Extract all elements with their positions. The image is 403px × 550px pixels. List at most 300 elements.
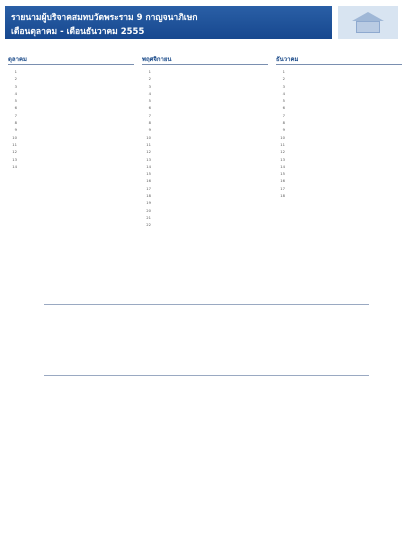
donation-amount [240,113,260,120]
donor-row [276,193,402,200]
currency-unit [394,171,402,178]
donor-row [276,135,402,142]
donation-amount [106,135,126,142]
donor-number: 11 [12,142,17,147]
donor-column-october [8,54,134,171]
donation-amount [240,178,260,185]
donor-name [288,113,374,120]
donation-amount [374,98,394,105]
donor-row [8,105,134,112]
donation-amount [374,186,394,193]
currency-unit [394,113,402,120]
donation-amount [240,149,260,156]
currency-unit [126,91,134,98]
currency-unit [126,113,134,120]
donor-number: 10 [12,135,17,140]
donor-number: 3 [282,84,285,89]
donation-amount [240,69,260,76]
donor-number: 6 [14,106,17,111]
donation-amount [106,113,126,120]
currency-unit [260,157,268,164]
bank-info-line [44,436,369,444]
donor-name [154,91,240,98]
donor-row [8,120,134,127]
bank-info-heading [44,294,369,305]
currency-unit [260,76,268,83]
donor-row [142,208,268,215]
donation-amount [106,164,126,171]
donor-name [288,135,374,142]
donor-number: 13 [12,157,17,162]
donor-number: 17 [146,186,151,191]
currency-unit [260,222,268,229]
donor-number: 17 [280,186,285,191]
donor-number: 5 [148,99,151,104]
donation-amount [240,84,260,91]
donor-row [142,222,268,229]
donor-number: 8 [148,121,151,126]
donor-row [8,157,134,164]
donor-name [154,193,240,200]
currency-unit [260,142,268,149]
donor-name [154,127,240,134]
donation-amount [374,127,394,134]
donation-amount [106,105,126,112]
donor-number: 21 [146,215,151,220]
donation-amount [240,186,260,193]
donation-amount [374,164,394,171]
donation-amount [240,193,260,200]
currency-unit [394,157,402,164]
donor-name [288,186,374,193]
currency-unit [394,84,402,91]
donor-row [8,142,134,149]
currency-unit [260,208,268,215]
currency-unit [126,84,134,91]
donation-amount [106,149,126,156]
donor-row [276,105,402,112]
currency-unit [260,164,268,171]
currency-unit [126,135,134,142]
donation-amount [106,157,126,164]
title-line-1: รายนามผู้บริจาคสมทบวัดพระราม 9 กาญจนาภิเษก [11,13,198,23]
donor-row [276,149,402,156]
donor-name [288,171,374,178]
donor-number: 6 [282,106,285,111]
column-heading: ตุลาคม [8,54,134,65]
donor-row [8,113,134,120]
donor-number: 10 [146,135,151,140]
donation-amount [106,91,126,98]
title-banner [5,6,332,39]
donor-name [154,186,240,193]
donation-amount [240,120,260,127]
donor-row [276,171,402,178]
donor-name [288,98,374,105]
donor-name [20,149,106,156]
donor-name [288,157,374,164]
bank-info-line [44,412,369,420]
donor-number: 8 [282,121,285,126]
donor-number: 9 [282,128,285,133]
donation-amount [106,69,126,76]
donor-name [154,178,240,185]
donor-number: 2 [14,77,17,82]
donation-amount [240,164,260,171]
donor-row [142,69,268,76]
donor-name [154,222,240,229]
donor-column-november [142,54,268,230]
currency-unit [394,91,402,98]
donor-number: 19 [146,201,151,206]
bank-info-line [44,310,369,318]
donor-name [20,84,106,91]
currency-unit [394,127,402,134]
currency-unit [394,120,402,127]
bank-info-line [44,334,369,342]
donor-number: 11 [146,142,151,147]
donor-name [288,91,374,98]
donor-row [276,120,402,127]
column-heading: พฤศจิกายน [142,54,268,65]
donation-amount [106,98,126,105]
donation-amount [374,120,394,127]
donor-number: 12 [12,150,17,155]
donor-number: 20 [146,208,151,213]
donation-amount [374,76,394,83]
donor-row [142,171,268,178]
donor-name [154,200,240,207]
donor-name [288,178,374,185]
donation-amount [240,222,260,229]
bank-info-line [44,444,369,452]
donor-row [276,91,402,98]
donor-row [142,91,268,98]
donor-number: 1 [282,70,285,74]
donor-row [142,105,268,112]
donor-number: 4 [14,91,17,96]
donor-name [154,215,240,222]
donor-number: 14 [146,164,151,169]
donation-amount [374,171,394,178]
donor-row [142,149,268,156]
donor-row [8,98,134,105]
donor-name [288,193,374,200]
donor-name [20,142,106,149]
donor-row [142,127,268,134]
donor-row [276,69,402,76]
donor-row [276,84,402,91]
donor-name [288,127,374,134]
donation-amount [374,157,394,164]
donor-row [142,157,268,164]
currency-unit [394,105,402,112]
donor-number: 12 [280,150,285,155]
currency-unit [126,127,134,134]
donor-name [288,69,374,76]
donor-number: 9 [148,128,151,133]
currency-unit [260,69,268,76]
currency-unit [126,149,134,156]
bank-info-line [44,389,369,397]
donor-name [288,149,374,156]
donor-number: 13 [146,157,151,162]
donation-amount [240,91,260,98]
donor-name [20,164,106,171]
bank-info-line [44,404,369,412]
currency-unit [394,98,402,105]
donor-number: 15 [280,172,285,177]
donation-amount [106,76,126,83]
donor-name [288,84,374,91]
donor-number: 5 [14,99,17,104]
currency-unit [126,164,134,171]
donor-row [8,135,134,142]
donation-amount [374,105,394,112]
donor-column-december [276,54,402,200]
donor-name [20,157,106,164]
currency-unit [260,215,268,222]
currency-unit [260,135,268,142]
donation-amount [374,84,394,91]
donor-row [276,113,402,120]
donor-number: 1 [148,70,151,74]
currency-unit [260,200,268,207]
donor-number: 13 [280,157,285,162]
bank-info-line [44,452,369,460]
donor-row [8,127,134,134]
donor-row [142,142,268,149]
donor-number: 12 [146,150,151,155]
donor-row [142,200,268,207]
donor-name [154,76,240,83]
donor-row [8,84,134,91]
donor-number: 3 [14,84,17,89]
currency-unit [126,157,134,164]
donor-name [20,105,106,112]
donor-number: 5 [282,99,285,104]
bank-info-block [44,294,369,460]
donation-amount [106,120,126,127]
bank-info-line [44,428,369,436]
currency-unit [126,76,134,83]
donation-amount [240,127,260,134]
donor-number: 9 [14,128,17,133]
donation-amount [240,142,260,149]
donor-name [288,105,374,112]
title-line-2: เดือนตุลาคม - เดือนธันวาคม 2555 [11,27,145,37]
donor-name [20,98,106,105]
currency-unit [260,178,268,185]
donation-amount [374,149,394,156]
donor-number: 4 [148,91,151,96]
donation-amount [240,200,260,207]
donor-number: 16 [280,179,285,184]
currency-unit [394,186,402,193]
donor-name [20,113,106,120]
donor-name [154,84,240,91]
donation-amount [106,127,126,134]
donor-row [142,193,268,200]
temple-body-shape [356,21,380,33]
donor-number: 7 [282,113,285,118]
donor-row [276,142,402,149]
donor-row [142,98,268,105]
donor-name [154,135,240,142]
donation-amount [240,208,260,215]
donation-amount [374,91,394,98]
donor-row [142,113,268,120]
currency-unit [394,193,402,200]
donor-row [142,178,268,185]
donation-amount [240,135,260,142]
donor-number: 8 [14,121,17,126]
currency-unit [126,98,134,105]
donation-amount [240,98,260,105]
currency-unit [126,105,134,112]
donor-name [20,76,106,83]
donor-row [8,91,134,98]
donation-amount [240,215,260,222]
currency-unit [260,120,268,127]
donor-number: 7 [14,113,17,118]
donor-number: 11 [280,142,285,147]
donor-name [288,164,374,171]
donor-number: 3 [148,84,151,89]
donor-number: 15 [146,172,151,177]
donor-number: 7 [148,113,151,118]
donor-row [276,164,402,171]
donor-name [154,105,240,112]
donor-name [288,142,374,149]
donation-amount [374,178,394,185]
donor-name [154,157,240,164]
bank-info-line [44,381,369,389]
bank-info-subheading [44,365,369,376]
currency-unit [260,149,268,156]
donor-name [20,120,106,127]
donor-number: 10 [280,135,285,140]
currency-unit [394,149,402,156]
donor-row [142,215,268,222]
donation-amount [374,113,394,120]
donor-name [154,149,240,156]
donor-name [20,69,106,76]
currency-unit [394,69,402,76]
donor-row [142,84,268,91]
bank-info-line [44,326,369,334]
temple-emblem [338,6,398,39]
donor-row [276,76,402,83]
bank-info-line [44,350,369,358]
donor-number: 14 [280,164,285,169]
bank-info-line [44,342,369,350]
currency-unit [394,164,402,171]
donation-amount [106,84,126,91]
donor-row [142,135,268,142]
currency-unit [260,171,268,178]
donor-row [142,120,268,127]
donation-amount [374,193,394,200]
donor-number: 16 [146,179,151,184]
donor-row [8,164,134,171]
donor-name [20,91,106,98]
donor-row [276,186,402,193]
donor-number: 22 [146,223,151,228]
currency-unit [394,142,402,149]
donation-amount [374,135,394,142]
temple-roof-shape [352,12,384,21]
currency-unit [260,84,268,91]
donor-name [154,208,240,215]
donor-number: 6 [148,106,151,111]
donor-row [276,127,402,134]
donor-name [154,142,240,149]
donor-name [20,127,106,134]
currency-unit [126,142,134,149]
donation-amount [240,76,260,83]
currency-unit [260,193,268,200]
donation-amount [240,171,260,178]
donor-name [154,113,240,120]
donor-name [288,76,374,83]
currency-unit [394,76,402,83]
donor-row [276,178,402,185]
donor-number: 14 [12,164,17,169]
donor-name [154,164,240,171]
currency-unit [260,127,268,134]
donation-amount [106,142,126,149]
donor-name [154,69,240,76]
donor-row [276,98,402,105]
bank-info-line [44,420,369,428]
bank-info-line [44,318,369,326]
donor-name [288,120,374,127]
donor-number: 1 [14,70,17,74]
currency-unit [260,113,268,120]
donor-name [20,135,106,142]
currency-unit [260,91,268,98]
donation-amount [374,142,394,149]
donor-name [154,171,240,178]
donor-row [142,76,268,83]
donor-number: 2 [282,77,285,82]
currency-unit [394,135,402,142]
donor-row [142,164,268,171]
donor-number: 18 [146,194,151,199]
currency-unit [260,98,268,105]
donor-number: 2 [148,77,151,82]
donor-row [8,69,134,76]
donor-name [154,98,240,105]
donor-row [8,149,134,156]
donation-amount [240,105,260,112]
donor-number: 4 [282,91,285,96]
donor-name [154,120,240,127]
currency-unit [260,105,268,112]
currency-unit [394,178,402,185]
donor-number: 18 [280,194,285,199]
donation-amount [240,157,260,164]
currency-unit [126,120,134,127]
donor-row [142,186,268,193]
donation-amount [374,69,394,76]
donor-row [8,76,134,83]
column-heading: ธันวาคม [276,54,402,65]
currency-unit [126,69,134,76]
currency-unit [260,186,268,193]
donor-row [276,157,402,164]
